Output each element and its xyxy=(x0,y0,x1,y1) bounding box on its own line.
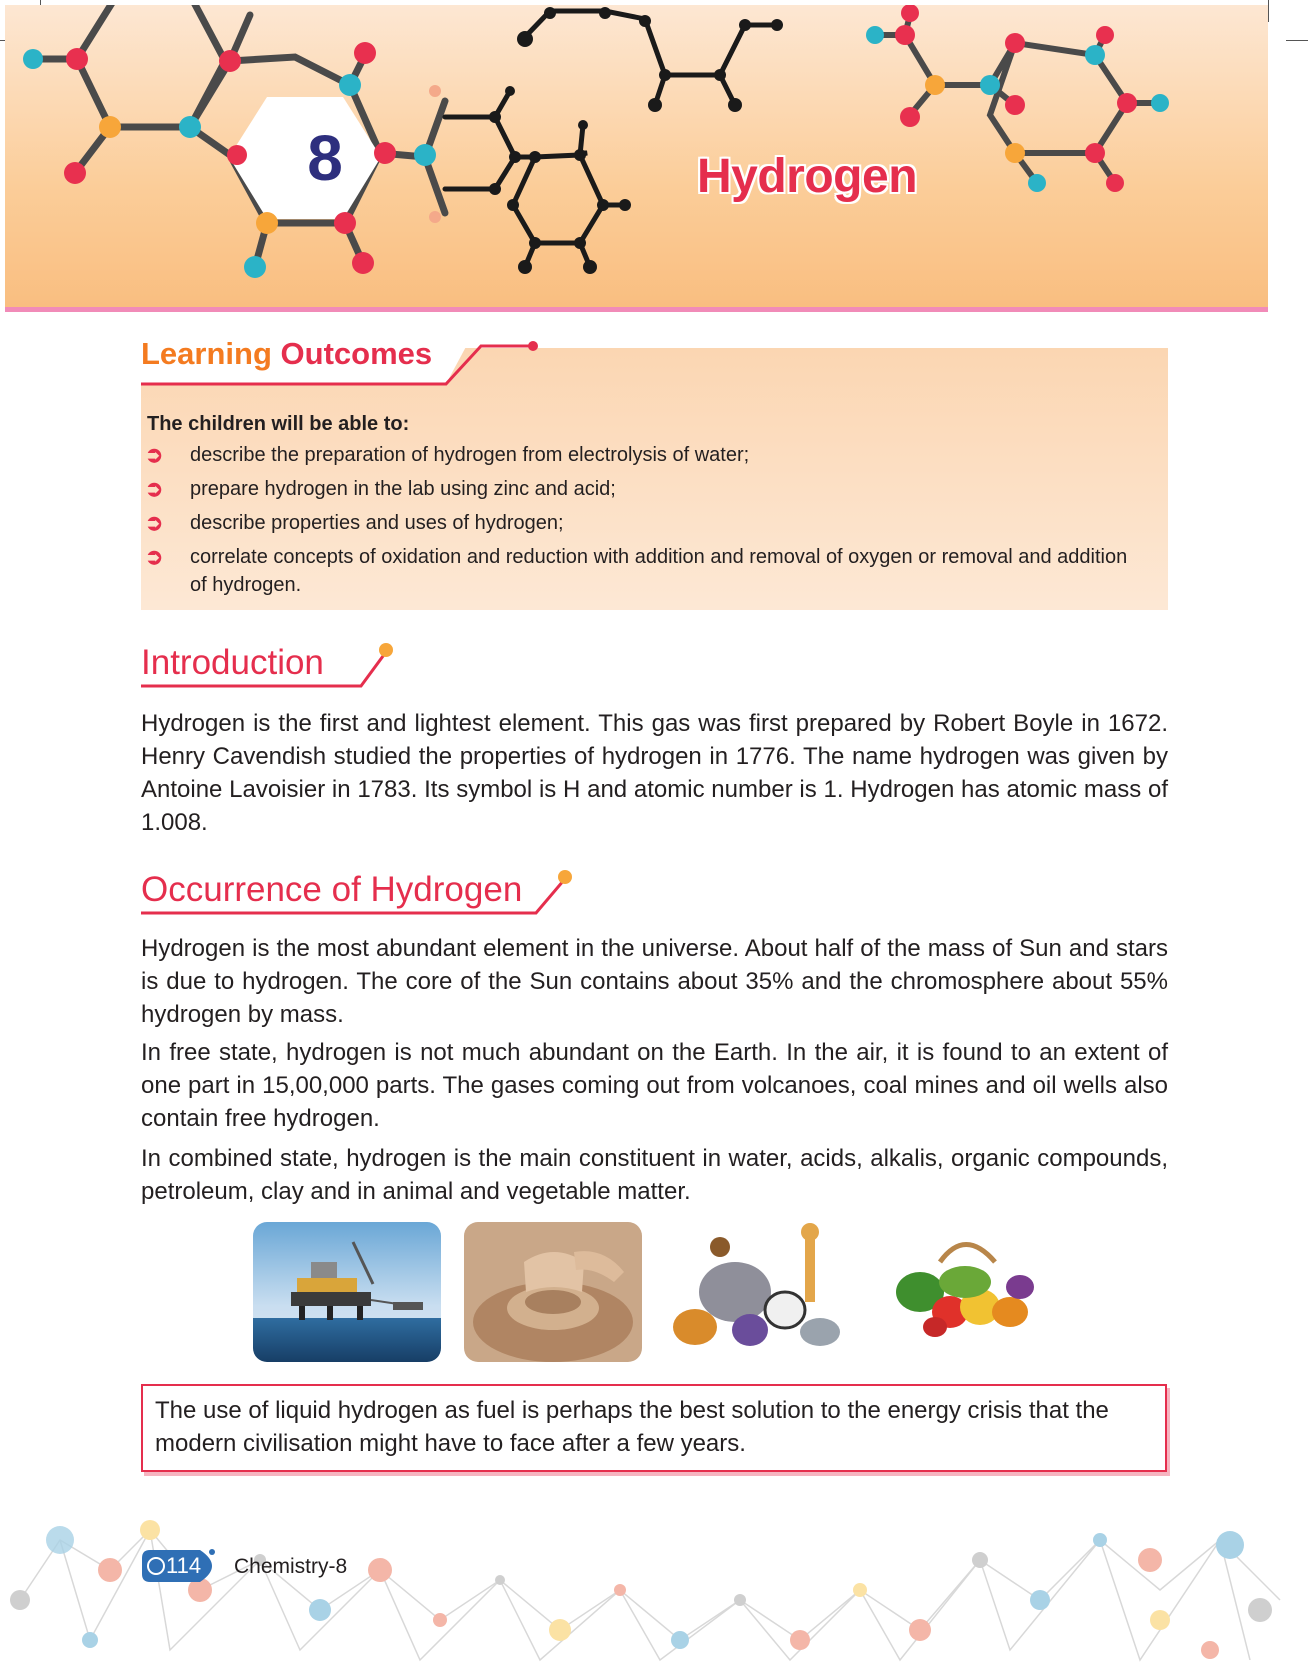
fact-note-box xyxy=(141,1384,1167,1472)
list-item xyxy=(145,509,1145,537)
learning-outcomes-title-word2: Outcomes xyxy=(280,336,433,371)
arrow-bullet-icon: ➲ xyxy=(145,442,164,467)
chapter-number: 8 xyxy=(307,122,343,194)
book-name: Chemistry-8 xyxy=(234,1555,348,1578)
crop-mark xyxy=(1268,0,1269,22)
fact-note-text: The use of liquid hydrogen as fuel is perhaps the best solution to the energy crisis that the modern civilisation might have to face after a few years. xyxy=(155,1397,1109,1457)
list-item-text: describe the preparation of hydrogen from electrolysis of water; xyxy=(190,444,750,466)
list-item-text: prepare hydrogen in the lab using zinc and acid; xyxy=(190,478,616,500)
arrow-bullet-icon: ➲ xyxy=(145,544,164,569)
occurrence-paragraph-1: Hydrogen is the most abundant element in the universe. About half of the mass of Sun and stars is due to hydrogen. The core of the Sun contains about 35% and the chromosphere about 55% hydrogen by mass. xyxy=(141,935,1168,1028)
arrow-bullet-icon: ➲ xyxy=(145,510,164,535)
list-item xyxy=(145,543,1145,599)
list-item-text: correlate concepts of oxidation and reduction with addition and removal of oxygen or removal and addition of hydrogen. xyxy=(190,546,1128,596)
occurrence-paragraph-2: In free state, hydrogen is not much abundant on the Earth. In the air, it is found to an extent of one part in 15,00,000 parts. The gases coming out from volcanoes, coal mines and oil wells also contain free hydrogen. xyxy=(141,1039,1168,1132)
oil-rig-photo xyxy=(253,1222,441,1362)
list-item xyxy=(145,475,1145,503)
list-item-text: describe properties and uses of hydrogen; xyxy=(190,512,564,534)
introduction-underline xyxy=(141,640,401,688)
animals-photo xyxy=(665,1222,847,1362)
arrow-bullet-icon: ➲ xyxy=(145,476,164,501)
crop-mark xyxy=(1286,40,1308,41)
list-item xyxy=(145,441,1145,469)
vegetables-photo xyxy=(880,1222,1050,1362)
learning-outcomes-list xyxy=(145,441,1145,605)
chapter-header xyxy=(5,5,1268,307)
introduction-heading: Introduction xyxy=(141,643,324,682)
learning-outcomes-title-word1: Learning xyxy=(141,336,272,371)
page-number: 114 xyxy=(166,1553,202,1578)
learning-outcomes-title xyxy=(141,334,432,374)
occurrence-heading: Occurrence of Hydrogen xyxy=(141,870,523,909)
occurrence-underline xyxy=(141,866,581,916)
footer-molecule-pattern xyxy=(0,1500,1308,1668)
chapter-title: Hydrogen xyxy=(697,150,918,203)
pottery-photo xyxy=(464,1222,642,1362)
header-divider xyxy=(5,307,1268,312)
molecule-illustration xyxy=(5,5,1268,307)
learning-outcomes-intro: The children will be able to: xyxy=(147,413,410,435)
occurrence-paragraph-3: In combined state, hydrogen is the main constituent in water, acids, alkalis, organic compounds, petroleum, clay and in animal and vegetable matter. xyxy=(141,1145,1168,1205)
introduction-paragraph: Hydrogen is the first and lightest element. This gas was first prepared by Robert Boyle in 1672. Henry Cavendish studied the properties of hydrogen in 1776. The name hydrogen was given by Antoine Lavoisier in 1783. Its symbol is H and atomic number is 1. Hydrogen has atomic mass of 1.008. xyxy=(141,710,1168,836)
